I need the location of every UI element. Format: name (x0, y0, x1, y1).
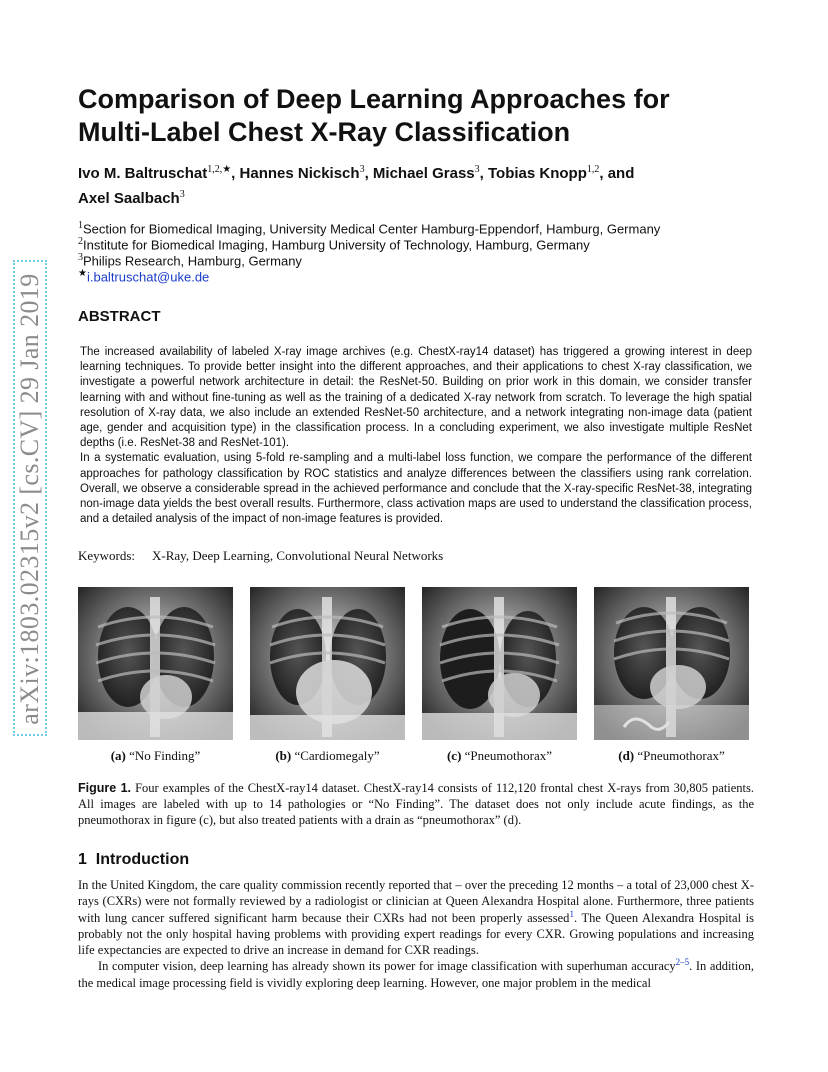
intro-paragraph: In computer vision, deep learning has already shown its power for image classification with superhuman accuracy$^{2-5}$. In addition, the medical image processing field is vividly exploring deep learning. However, one major problem in the medical (78, 957, 754, 990)
intro-paragraph: In the United Kingdom, the care quality commission recently reported that – over the preceding 12 months – a total of 23,000 chest X-rays (CXRs) were not formally reviewed by a radiologist or clinician at Queen Alexandra Hospital alone. Furthermore, three patients with lung cancer suffered significant harm because their CXRs had not been properly assessed$^1$. The Queen Alexandra Hospital is probably not the only hospital having problems with providing expert readings for every CXR. Growing populations and increasing life expectancies are expected to drive an increase in demand for CXR readings. (78, 878, 754, 958)
figure-caption (78, 780, 754, 828)
keywords-label: Keywords: (78, 548, 136, 563)
author: Tobias Knopp$^{1,2}$, and (487, 164, 635, 182)
author: Michael Grass$^3$, (372, 164, 488, 182)
paper-title (78, 83, 778, 149)
intro-body (78, 877, 754, 991)
author: Hannes Nickisch$^3$, (239, 164, 373, 182)
abstract-body (80, 345, 752, 527)
abstract-paragraph: In a systematic evaluation, using 5-fold re-sampling and a multi-label loss function, we compare the performance of the different approaches for pathology classification by ROC statistics and analyze differences between the classifiers using rank correlation. Overall, we observe a considerable spread in the achieved performance and conclude that the X-ray-specific ResNet-38, integrating non-image data yields the best overall results. Furthermore, class activation maps are used to understand the classification process, and a detailed analysis of the impact of non-image features is provided. (80, 452, 752, 526)
title-line-1: Comparison of Deep Learning Approaches for (78, 84, 670, 114)
xray-image-a (78, 587, 233, 740)
author: Axel Saalbach$^3$ (78, 189, 185, 207)
author-list (78, 159, 778, 209)
arxiv-stamp (0, 254, 60, 744)
abstract-heading: ABSTRACT (78, 308, 161, 325)
xray-image-c (422, 587, 577, 740)
subcaption-d: (d) “Pneumothorax” (618, 748, 725, 763)
figure-caption-label: Figure 1. (78, 781, 132, 795)
abstract-paragraph: The increased availability of labeled X-ray image archives (e.g. ChestX-ray14 dataset) has triggered a growing interest in deep learning techniques. To provide better insight into the different approaches, and their applications to chest X-ray classification, we investigate a powerful network architecture in detail: the ResNet-50. Building on prior work in this domain, we consider transfer learning with and without fine-tuning as well as the training of a dedicated X-ray network from scratch. To leverage the high spatial resolution of X-ray data, we also include an extended ResNet-50 architecture, and a network integrating non-image data (patient age, gender and acquisition type) in the classification process. In a concluding experiment, we also investigate multiple ResNet depths (i.e. ResNet-38 and ResNet-101). (80, 346, 752, 450)
email-link[interactable]: i.baltruschat@uke.de (86, 269, 210, 285)
keywords (78, 548, 443, 564)
arxiv-stamp-text: arXiv:1803.02315v2 [cs.CV] 29 Jan 2019 (15, 273, 44, 725)
subcaption-a: (a) “No Finding” (110, 748, 201, 763)
author: Ivo M. Baltruschat$^{1,2,★}$, (78, 164, 240, 182)
figure-caption-text: Four examples of the ChestX-ray14 dataset. ChestX-ray14 consists of 112,120 frontal chest X-rays from 30,805 patients. All images are labeled with up to 14 pathologies or “No Finding”. The dataset does not only include acute findings, as the pneumothorax in figure (c), but also treated patients with a drain as “pneumothorax” (d). (78, 781, 755, 827)
affiliation-email: ★i.baltruschat@uke.de (78, 268, 210, 285)
affiliation: $^1$Section for Biomedical Imaging, University Medical Center Hamburg-Eppendorf, Hamburg, Germany (78, 220, 661, 237)
xray-image-d (594, 587, 749, 740)
title-line-2: Multi-Label Chest X-Ray Classification (78, 117, 571, 147)
affiliation: $^3$Philips Research, Hamburg, Germany (78, 252, 302, 269)
affiliation: $^2$Institute for Biomedical Imaging, Hamburg University of Technology, Hamburg, Germany (78, 236, 590, 253)
citation-link[interactable]: 2–5 (675, 957, 690, 968)
section-heading: 1 Introduction (78, 851, 190, 868)
xray-image-b (250, 587, 405, 740)
subcaption-c: (c) “Pneumothorax” (446, 748, 553, 763)
subcaption-b: (b) “Cardiomegaly” (275, 748, 380, 763)
citation-link[interactable]: 1 (569, 908, 574, 919)
keywords-text: X-Ray, Deep Learning, Convolutional Neural Networks (152, 548, 444, 563)
